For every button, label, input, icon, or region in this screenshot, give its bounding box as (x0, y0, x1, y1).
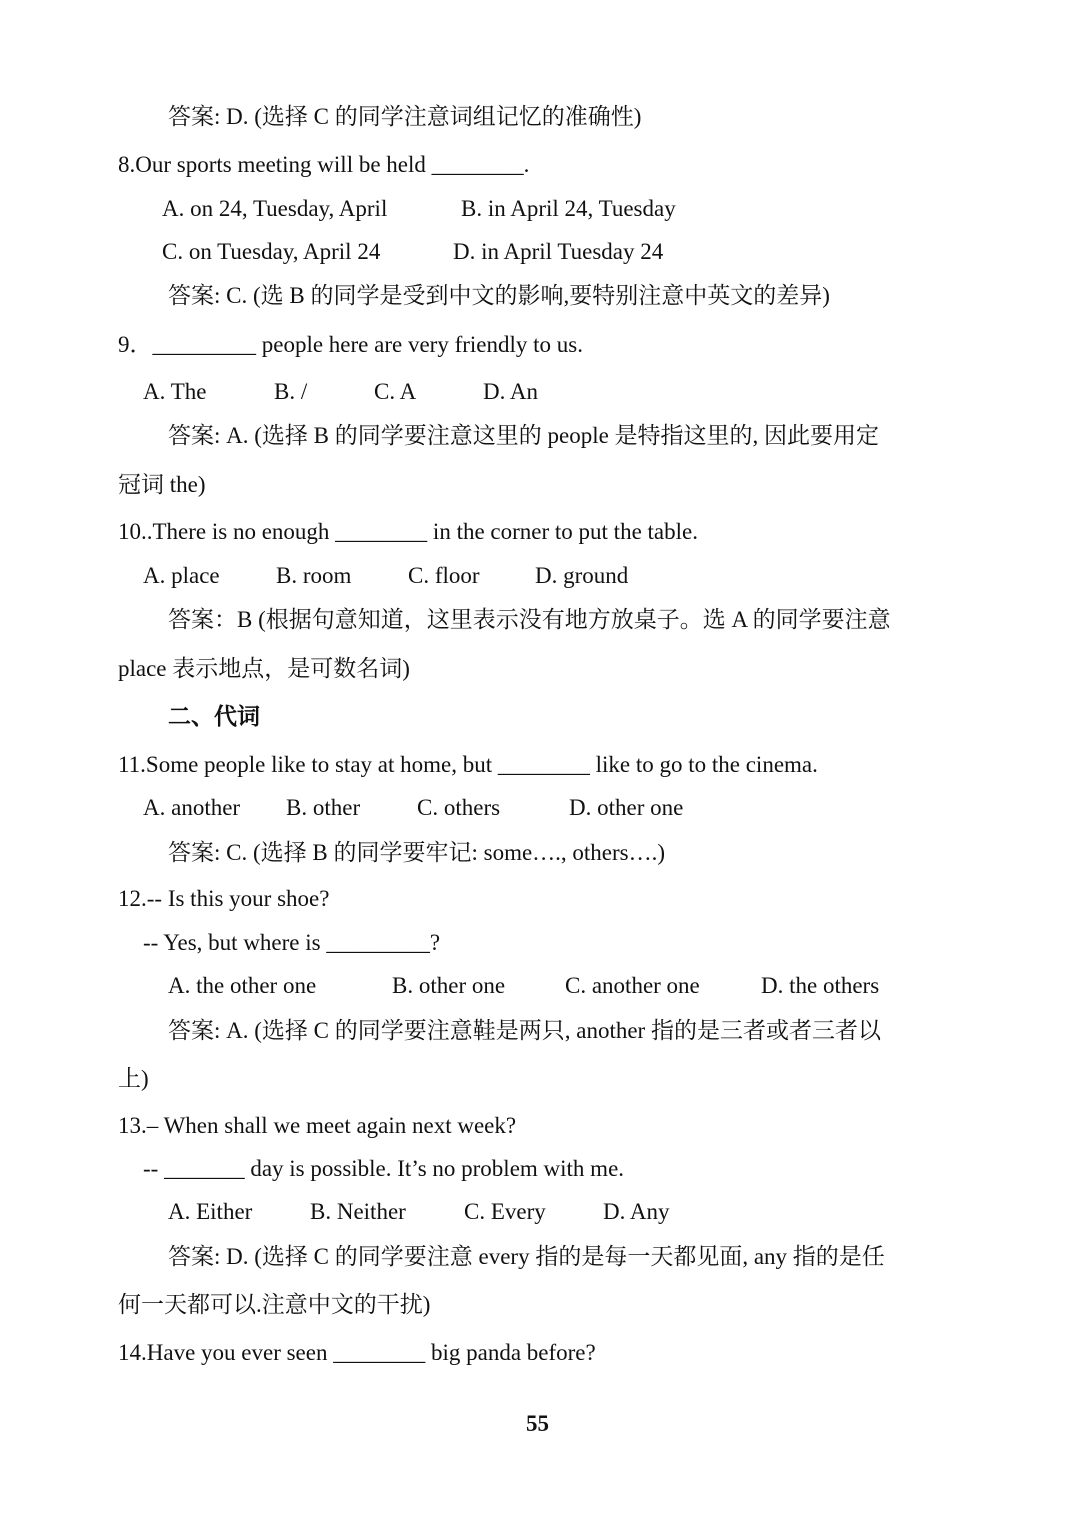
section-heading-pronouns: 二、代词 (168, 704, 260, 729)
answer-q12-line1: 答案: A. (选择 C 的同学要注意鞋是两只, another 指的是三者或者三者以 (168, 1018, 881, 1043)
page-number: 55 (526, 1411, 549, 1436)
question-14: 14.Have you ever seen ________ big panda before? (118, 1340, 596, 1365)
option-8a: A. on 24, Tuesday, April (162, 196, 388, 221)
answer-q8: 答案: C. (选 B 的同学是受到中文的影响,要特别注意中英文的差异) (168, 283, 830, 308)
options-q8-row1 (162, 197, 676, 220)
answer-q9-line1: 答案: A. (选择 B 的同学要注意这里的 people 是特指这里的, 因此要用定 (168, 423, 880, 448)
question-12-line2: -- Yes, but where is _________? (143, 930, 441, 955)
answer-q10-line2: place 表示地点，是可数名词) (118, 656, 410, 681)
question-9: 9．_________ people here are very friendly to us. (118, 332, 583, 357)
answer-q9-line2: 冠词 the) (118, 472, 206, 497)
options-q12 (168, 974, 879, 997)
question-12-line1: 12.-- Is this your shoe? (118, 886, 330, 911)
option-11d: D. other one (569, 795, 684, 820)
answer-q7: 答案: D. (选择 C 的同学注意词组记忆的准确性) (168, 104, 642, 129)
option-9a: A. The (143, 379, 207, 404)
options-q10 (143, 564, 628, 587)
options-q9 (143, 380, 538, 403)
option-10c: C. floor (408, 563, 480, 588)
question-13-line1: 13.– When shall we meet again next week? (118, 1113, 517, 1138)
answer-q13-line2: 何一天都可以.注意中文的干扰) (118, 1292, 431, 1317)
option-9d: D. An (483, 379, 538, 404)
question-10: 10..There is no enough ________ in the corner to put the table. (118, 519, 698, 544)
option-13a: A. Either (168, 1199, 253, 1224)
option-13b: B. Neither (310, 1199, 406, 1224)
option-11b: B. other (286, 795, 361, 820)
option-12a: A. the other one (168, 973, 317, 998)
question-13-line2: -- _______ day is possible. It’s no problem with me. (143, 1156, 625, 1181)
option-8b: B. in April 24, Tuesday (461, 196, 676, 221)
answer-q12-line2: 上) (118, 1066, 149, 1091)
option-12d: D. the others (761, 973, 880, 998)
option-11c: C. others (417, 795, 501, 820)
option-10d: D. ground (535, 563, 629, 588)
option-11a: A. another (143, 795, 241, 820)
options-q8-row2 (162, 240, 663, 263)
option-8c: C. on Tuesday, April 24 (162, 239, 381, 264)
option-12c: C. another one (565, 973, 700, 998)
option-13c: C. Every (464, 1199, 546, 1224)
option-10b: B. room (276, 563, 352, 588)
option-9b: B. / (274, 379, 308, 404)
question-8: 8.Our sports meeting will be held ________. (118, 152, 530, 177)
question-11: 11.Some people like to stay at home, but ________ like to go to the cinema. (118, 752, 818, 777)
options-q13 (168, 1200, 669, 1223)
option-8d: D. in April Tuesday 24 (453, 239, 664, 264)
answer-q10-line1: 答案：B (根据句意知道，这里表示没有地方放桌子。选 A 的同学要注意 (168, 607, 891, 632)
option-12b: B. other one (392, 973, 506, 998)
option-13d: D. Any (603, 1199, 670, 1224)
option-10a: A. place (143, 563, 220, 588)
answer-q13-line1: 答案: D. (选择 C 的同学要注意 every 指的是每一天都见面, any 指的是任 (168, 1244, 885, 1269)
answer-q11: 答案: C. (选择 B 的同学要牢记: some…., others….) (168, 840, 666, 865)
option-9c: C. A (374, 379, 417, 404)
options-q11 (143, 796, 683, 819)
